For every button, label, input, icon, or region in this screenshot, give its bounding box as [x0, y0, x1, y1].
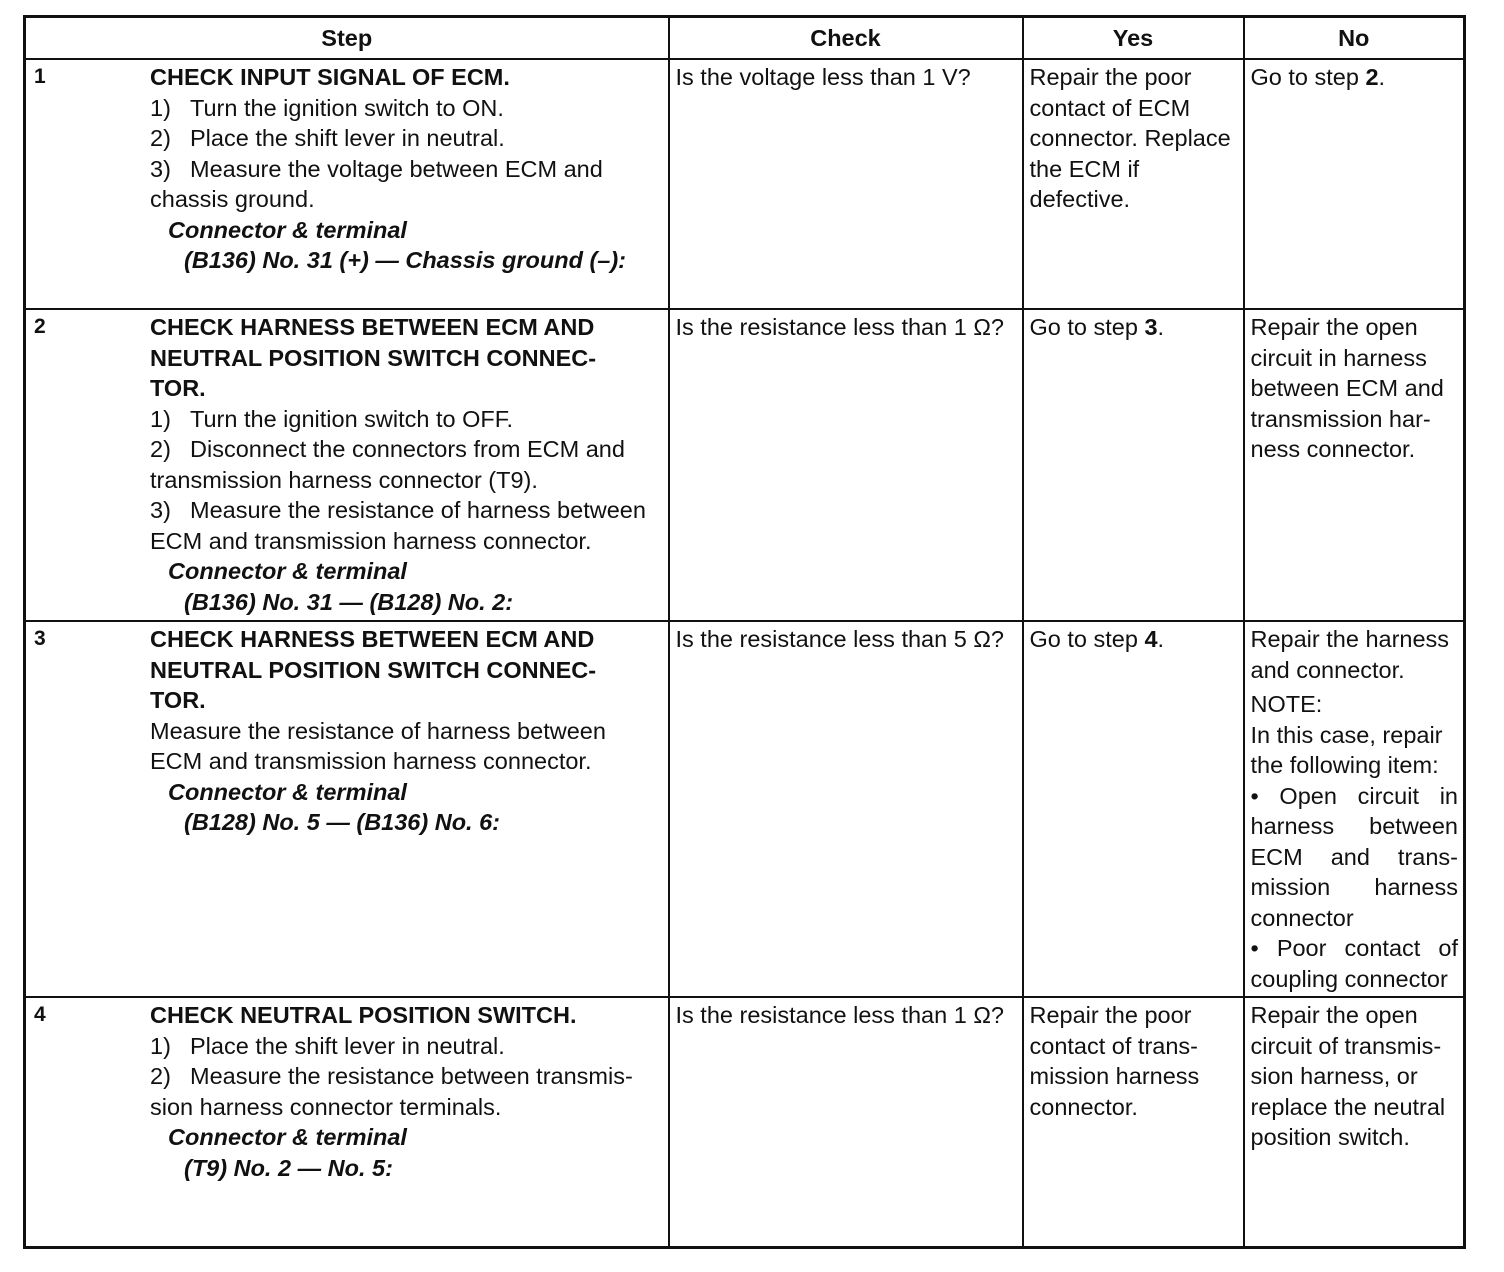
no-cell: Repair the open circuit in harness between ECM and transmission har- ness connector.: [1244, 309, 1465, 621]
check-cell: Is the resistance less than 1 Ω?: [669, 997, 1023, 1248]
step-item: 3) Measure the resistance of harness between: [150, 497, 646, 523]
step-item: 1) Turn the ignition switch to OFF.: [150, 405, 514, 432]
connector-value: (B136) No. 31 — (B128) No. 2:: [184, 588, 514, 615]
step-title-line: CHECK HARNESS BETWEEN ECM AND: [150, 314, 595, 340]
step-body-line: ECM and transmission harness connector.: [150, 748, 592, 774]
connector-label: Connector & terminal: [168, 1124, 407, 1150]
step-number: 3: [34, 627, 46, 650]
step-item: 2) Measure the resistance between transmis-: [150, 1063, 633, 1089]
step-item-continued: ECM and transmission harness connector.: [150, 527, 592, 554]
connector-label: Connector & terminal: [168, 558, 407, 584]
diagnostic-table: [23, 15, 1466, 1249]
connector-label: Connector & terminal: [168, 778, 407, 805]
step-number: 2: [34, 315, 46, 338]
table-row: [25, 59, 1465, 309]
step-body-line: Measure the resistance of harness between: [150, 717, 606, 744]
check-cell: Is the voltage less than 1 V?: [669, 59, 1023, 309]
yes-cell: [1023, 59, 1244, 309]
step-title-line: NEUTRAL POSITION SWITCH CONNEC-: [150, 656, 597, 683]
check-cell: Is the resistance less than 1 Ω?: [669, 309, 1023, 621]
step-item-continued: transmission harness connector (T9).: [150, 466, 538, 493]
step-item-continued: sion harness connector terminals.: [150, 1093, 502, 1120]
connector-value: (T9) No. 2 — No. 5:: [184, 1154, 393, 1181]
check-cell: Is the resistance less than 5 Ω?: [669, 621, 1023, 997]
step-item: 3) Measure the voltage between ECM and: [150, 155, 603, 182]
yes-cell: Go to step 3.: [1023, 309, 1244, 621]
table-row: [25, 621, 1465, 997]
connector-value: (B128) No. 5 — (B136) No. 6:: [184, 809, 501, 835]
no-cell: Repair the open circuit of transmis- sion harness, or replace the neutral position switch.: [1244, 997, 1465, 1248]
header-no: No: [1244, 17, 1465, 60]
yes-text: Repair the poor contact of ECM connector. Replace the ECM if defective.: [1029, 64, 1231, 212]
header-step: Step: [25, 17, 669, 60]
goto-step: 2: [1365, 64, 1379, 90]
table-row: [25, 997, 1465, 1248]
step-item: 1) Place the shift lever in neutral.: [150, 1032, 505, 1059]
step-cell: [25, 309, 669, 621]
step-title: CHECK NEUTRAL POSITION SWITCH.: [150, 1002, 577, 1028]
step-cell: [25, 59, 669, 309]
step-title: CHECK INPUT SIGNAL OF ECM.: [150, 64, 510, 90]
connector-value: (B136) No. 31 (+) — Chassis ground (–):: [184, 247, 627, 273]
connector-label: Connector & terminal: [168, 216, 407, 243]
step-title-line: TOR.: [150, 375, 206, 401]
header-check: Check: [669, 17, 1023, 60]
step-cell: [25, 997, 669, 1248]
no-cell: Go to step 2.: [1244, 59, 1465, 309]
step-number: 1: [34, 65, 46, 88]
yes-cell: Repair the poor contact of trans- mission harness connector.: [1023, 997, 1244, 1248]
goto-step: 4: [1144, 626, 1158, 652]
yes-cell: Go to step 4.: [1023, 621, 1244, 997]
step-number: 4: [34, 1003, 46, 1026]
step-item: 2) Disconnect the connectors from ECM and: [150, 436, 625, 462]
step-item: 1) Turn the ignition switch to ON.: [150, 94, 504, 121]
table-row: [25, 309, 1465, 621]
no-cell: Repair the harness and connector. NOTE: In this case, repair the following item: • Open circuit in harness between ECM and trans- mission harness connector • Poor contact of coupling connector: [1244, 621, 1465, 997]
step-item-continued: chassis ground.: [150, 186, 315, 212]
header-row: [25, 17, 1465, 60]
step-item: 2) Place the shift lever in neutral.: [150, 125, 505, 151]
step-cell: [25, 621, 669, 997]
step-title-line: TOR.: [150, 687, 206, 713]
goto-step: 3: [1144, 314, 1158, 340]
header-yes: Yes: [1023, 17, 1244, 60]
step-title-line: CHECK HARNESS BETWEEN ECM AND: [150, 626, 595, 652]
note-label: NOTE:: [1250, 691, 1323, 717]
step-title-line: NEUTRAL POSITION SWITCH CONNEC-: [150, 344, 597, 371]
